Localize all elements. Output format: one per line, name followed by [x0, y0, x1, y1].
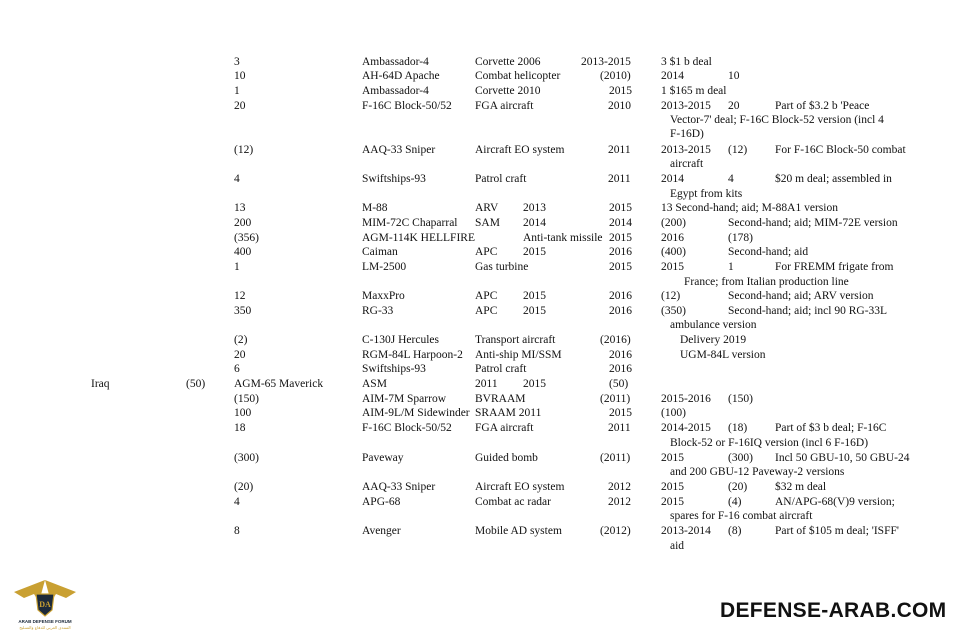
- comments: Part of $3 b deal; F-16C: [775, 422, 887, 434]
- delivery-years: 2015: [661, 496, 684, 508]
- weapon-designation: MIM-72C Chaparral: [362, 217, 458, 229]
- comments-continued: aircraft: [670, 158, 704, 170]
- comments: UGM-84L version: [680, 349, 766, 361]
- weapon-description: Patrol craft: [475, 173, 527, 185]
- qty-ordered: 4: [234, 496, 240, 508]
- delivery-years: 2013-2015: [581, 56, 631, 68]
- comments: Part of $105 m deal; 'ISFF': [775, 525, 899, 537]
- order-year: 2015: [523, 246, 546, 258]
- comments-continued: and 200 GBU-12 Paveway-2 versions: [670, 466, 845, 478]
- site-watermark: DEFENSE-ARAB.COM: [720, 599, 947, 622]
- qty-delivered: (100): [661, 407, 686, 419]
- delivery-years: 2015: [523, 378, 546, 390]
- qty-delivered: 10: [728, 70, 740, 82]
- logo-initials: DA: [39, 600, 51, 609]
- delivery-years: 2015: [661, 261, 684, 273]
- weapon-description: Combat ac radar: [475, 496, 551, 508]
- delivery-years: 2014: [609, 217, 632, 229]
- order-year: 2015: [609, 261, 632, 273]
- order-year: (2016): [600, 334, 631, 346]
- forum-logo: [6, 572, 84, 630]
- qty-ordered: 1: [234, 261, 240, 273]
- weapon-description: Combat helicopter: [475, 70, 561, 82]
- comments-continued: Block-52 or F-16IQ version (incl 6 F-16D): [670, 437, 869, 449]
- logo-caption: ARAB DEFENSE FORUM: [18, 619, 72, 624]
- weapon-description: ASM: [362, 378, 387, 390]
- order-year: 2010: [608, 100, 631, 112]
- order-year: 2011: [608, 422, 631, 434]
- delivery-years: 2016: [661, 232, 684, 244]
- weapon-description: Anti-tank missile: [523, 232, 603, 244]
- qty-ordered: 4: [234, 173, 240, 185]
- qty-delivered: (18): [728, 422, 748, 434]
- weapon-description: Gas turbine: [475, 261, 529, 273]
- comments: Second-hand; aid; ARV version: [728, 290, 874, 302]
- weapon-description: Patrol craft: [475, 363, 527, 375]
- order-year: 2015: [609, 232, 632, 244]
- order-year: (2011): [600, 452, 631, 464]
- weapon-designation: Caiman: [362, 246, 398, 258]
- order-year: 2016: [609, 349, 632, 361]
- qty-ordered: (2): [234, 334, 248, 346]
- weapon-description: Corvette 2010: [475, 85, 541, 97]
- qty-delivered: 4: [728, 173, 734, 185]
- qty-ordered: 100: [234, 407, 252, 419]
- weapon-description: FGA aircraft: [475, 100, 534, 112]
- qty-ordered: 13: [234, 202, 246, 214]
- recipient-country: Iraq: [91, 378, 110, 390]
- weapon-designation: AIM-9L/M Sidewinder: [362, 407, 470, 419]
- weapon-designation: RG-33: [362, 305, 394, 317]
- order-year: 2015: [523, 290, 546, 302]
- qty-ordered: 3: [234, 56, 240, 68]
- qty-delivered: (4): [728, 496, 742, 508]
- weapon-description: Aircraft EO system: [475, 481, 565, 493]
- qty-delivered: (178): [728, 232, 753, 244]
- delivery-years: 2014-2015: [661, 422, 711, 434]
- weapon-designation: APG-68: [362, 496, 401, 508]
- qty-delivered: (12): [661, 290, 681, 302]
- order-year: 2013: [523, 202, 546, 214]
- order-year: 2011: [475, 378, 498, 390]
- weapon-description: Corvette 2006: [475, 56, 541, 68]
- weapon-description: Anti-ship MI/SSM: [475, 349, 562, 361]
- delivery-years: 2016: [609, 290, 632, 302]
- weapon-designation: RGM-84L Harpoon-2: [362, 349, 463, 361]
- weapon-designation: AAQ-33 Sniper: [362, 144, 436, 156]
- qty-ordered: (300): [234, 452, 259, 464]
- qty-ordered: 8: [234, 525, 240, 537]
- weapon-description: SRAAM 2011: [475, 407, 542, 419]
- delivery-years: 2013-2014: [661, 525, 711, 537]
- order-year: 2016: [609, 363, 632, 375]
- weapon-designation: Paveway: [362, 452, 404, 464]
- qty-ordered: 350: [234, 305, 252, 317]
- weapon-designation: Swiftships-93: [362, 173, 426, 185]
- qty-delivered: (300): [728, 452, 753, 464]
- weapon-designation: Ambassador-4: [362, 85, 429, 97]
- qty-delivered: 20: [728, 100, 740, 112]
- weapon-description: APC: [475, 246, 498, 258]
- order-year: (2012): [600, 525, 631, 537]
- logo-arabic-caption: المنتدى العربي للدفاع والتسليح: [19, 625, 71, 630]
- qty-ordered: 20: [234, 100, 246, 112]
- weapon-description: ARV: [475, 202, 499, 214]
- qty-delivered: (12): [728, 144, 748, 156]
- weapon-designation: M-88: [362, 202, 388, 214]
- qty-ordered: (12): [234, 144, 254, 156]
- weapon-description: APC: [475, 290, 498, 302]
- weapon-description: FGA aircraft: [475, 422, 534, 434]
- qty-delivered: (350): [661, 305, 686, 317]
- delivery-years: 2015: [609, 202, 632, 214]
- qty-ordered: (50): [186, 378, 206, 390]
- comments: Part of $3.2 b 'Peace: [775, 100, 870, 112]
- qty-delivered: (20): [728, 481, 748, 493]
- weapon-description: Mobile AD system: [475, 525, 562, 537]
- weapon-description: APC: [475, 305, 498, 317]
- qty-delivered: 1: [728, 261, 734, 273]
- weapon-designation: AGM-114K HELLFIRE: [362, 232, 475, 244]
- weapon-description: Transport aircraft: [475, 334, 556, 346]
- comments-continued: Egypt from kits: [670, 188, 743, 200]
- order-year: 2014: [523, 217, 546, 229]
- weapon-designation: MaxxPro: [362, 290, 405, 302]
- comments: For F-16C Block-50 combat: [775, 144, 906, 156]
- comments: 13 Second-hand; aid; M-88A1 version: [661, 202, 838, 214]
- weapon-designation: Ambassador-4: [362, 56, 429, 68]
- comments: 1 $165 m deal: [661, 85, 727, 97]
- delivery-years: 2014: [661, 173, 684, 185]
- comments-continued: spares for F-16 combat aircraft: [670, 510, 813, 522]
- comments: Second-hand; aid: [728, 246, 809, 258]
- qty-ordered: 1: [234, 85, 240, 97]
- weapon-designation: Avenger: [362, 525, 401, 537]
- qty-delivered: (400): [661, 246, 686, 258]
- weapon-designation: LM-2500: [362, 261, 407, 273]
- order-year: 2011: [608, 144, 631, 156]
- comments-continued: France; from Italian production line: [684, 276, 849, 288]
- weapon-designation: Swiftships-93: [362, 363, 426, 375]
- order-year: (2011): [600, 393, 631, 405]
- qty-delivered: (150): [728, 393, 753, 405]
- comments: Incl 50 GBU-10, 50 GBU-24: [775, 452, 910, 464]
- weapon-designation: F-16C Block-50/52: [362, 100, 452, 112]
- comments: Second-hand; aid; incl 90 RG-33L: [728, 305, 888, 317]
- delivery-years: 2015: [609, 85, 632, 97]
- delivery-years: 2013-2015: [661, 144, 711, 156]
- order-year: 2012: [608, 496, 631, 508]
- weapon-designation: AIM-7M Sparrow: [362, 393, 447, 405]
- qty-ordered: (150): [234, 393, 259, 405]
- weapon-description: Aircraft EO system: [475, 144, 565, 156]
- qty-ordered: 18: [234, 422, 246, 434]
- weapon-designation: F-16C Block-50/52: [362, 422, 452, 434]
- qty-delivered: (8): [728, 525, 742, 537]
- delivery-years: 2015: [661, 481, 684, 493]
- delivery-years: 2016: [609, 246, 632, 258]
- order-year: 2012: [608, 481, 631, 493]
- order-year: (2010): [600, 70, 631, 82]
- qty-delivered: (200): [661, 217, 686, 229]
- weapon-description: SAM: [475, 217, 500, 229]
- comments: AN/APG-68(V)9 version;: [775, 496, 895, 508]
- weapon-designation: C-130J Hercules: [362, 334, 439, 346]
- comments: $32 m deal: [775, 481, 827, 493]
- qty-ordered: 10: [234, 70, 246, 82]
- qty-ordered: (356): [234, 232, 259, 244]
- comments: For FREMM frigate from: [775, 261, 894, 273]
- qty-ordered: (20): [234, 481, 254, 493]
- weapon-description: BVRAAM: [475, 393, 526, 405]
- weapon-designation: AGM-65 Maverick: [234, 378, 324, 390]
- comments: 3 $1 b deal: [661, 56, 712, 68]
- weapon-description: Guided bomb: [475, 452, 538, 464]
- delivery-years: 2013-2015: [661, 100, 711, 112]
- eagle-emblem-icon: [6, 572, 84, 630]
- delivery-years: 2014: [661, 70, 684, 82]
- comments-continued: Vector-7' deal; F-16C Block-52 version (incl 4: [670, 114, 884, 126]
- delivery-years: 2015-2016: [661, 393, 711, 405]
- comments: Second-hand; aid; MIM-72E version: [728, 217, 898, 229]
- comments: Delivery 2019: [680, 334, 747, 346]
- qty-ordered: 12: [234, 290, 246, 302]
- weapon-designation: AAQ-33 Sniper: [362, 481, 436, 493]
- qty-ordered: 20: [234, 349, 246, 361]
- delivery-years: 2016: [609, 305, 632, 317]
- delivery-years: 2015: [609, 407, 632, 419]
- comments-continued: ambulance version: [670, 319, 757, 331]
- comments: $20 m deal; assembled in: [775, 173, 892, 185]
- delivery-years: 2015: [661, 452, 684, 464]
- weapon-designation: AH-64D Apache: [362, 70, 440, 82]
- order-year: 2011: [608, 173, 631, 185]
- qty-ordered: 200: [234, 217, 252, 229]
- qty-delivered: (50): [609, 378, 629, 390]
- comments-continued: F-16D): [670, 128, 704, 140]
- comments-continued: aid: [670, 540, 685, 552]
- order-year: 2015: [523, 305, 546, 317]
- qty-ordered: 6: [234, 363, 240, 375]
- qty-ordered: 400: [234, 246, 252, 258]
